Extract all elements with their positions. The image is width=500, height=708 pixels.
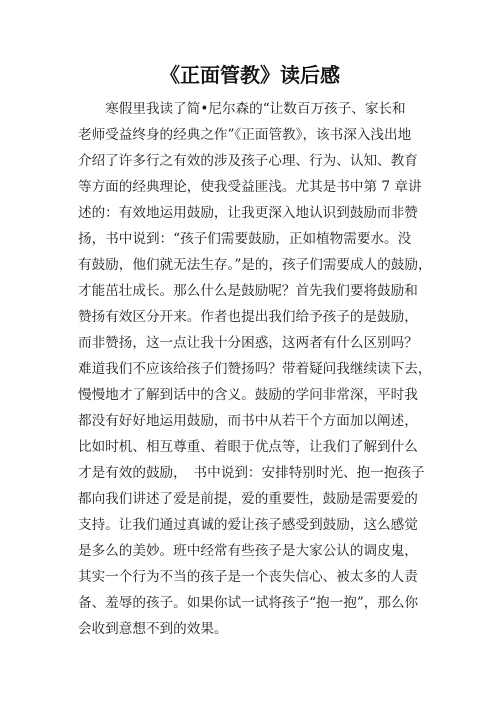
text-line: 支持。让我们通过真诚的爱让孩子感受到鼓励，这么感觉 [78, 517, 418, 533]
page-title: 《正面管教》读后感 [160, 63, 340, 87]
text-line: 有鼓励，他们就无法生存。”是的，孩子们需要成人的鼓励， [78, 257, 432, 273]
text-line: 述的：有效地运用鼓励，让我更深入地认识到鼓励而非赞 [78, 205, 418, 221]
text-line: 都没有好好地运用鼓励，而书中从若干个方面加以阐述， [78, 413, 418, 429]
text-line: 而非赞扬，这一点让我十分困惑，这两者有什么区别吗？ [78, 335, 418, 351]
text-line: 寒假里我读了简•尼尔森的“让数百万孩子、家长和 [78, 101, 406, 117]
text-line: 备、羞辱的孩子。如果你试一试将孩子“抱一抱”，那么你 [78, 595, 419, 611]
text-line: 其实一个行为不当的孩子是一个丧失信心、被太多的人责 [78, 569, 418, 585]
text-line: 才能茁壮成长。那么什么是鼓励呢？首先我们要将鼓励和 [78, 283, 418, 299]
text-line: 慢慢地才了解到话中的含义。鼓励的学问非常深，平时我 [78, 387, 418, 403]
text-line: 才是有效的鼓励， 书中说到：安排特别时光、抱一抱孩子 [78, 465, 425, 481]
text-line: 老师受益终身的经典之作”《正面管教》，该书深入浅出地 [78, 127, 412, 143]
text-line: 介绍了许多行之有效的涉及孩子心理、行为、认知、教育 [78, 153, 418, 169]
text-line: 都向我们讲述了爱是前提，爱的重要性，鼓励是需要爱的 [78, 491, 418, 507]
text-line: 赞扬有效区分开来。作者也提出我们给予孩子的是鼓励， [78, 309, 418, 325]
text-line: 是多么的美妙。班中经常有些孩子是大家公认的调皮鬼， [78, 543, 418, 559]
body-paragraph [78, 96, 432, 642]
text-line: 会收到意想不到的效果。 [78, 621, 228, 637]
text-line: 难道我们不应该给孩子们赞扬吗？带着疑问我继续读下去， [78, 361, 432, 377]
text-line: 比如时机、相互尊重、着眼于优点等，让我们了解到什么 [78, 439, 418, 455]
text-line: 扬，书中说到：“孩子们需要鼓励，正如植物需要水。没 [78, 231, 412, 247]
text-line: 等方面的经典理论，使我受益匪浅。尤其是书中第 7 章讲 [78, 179, 422, 195]
